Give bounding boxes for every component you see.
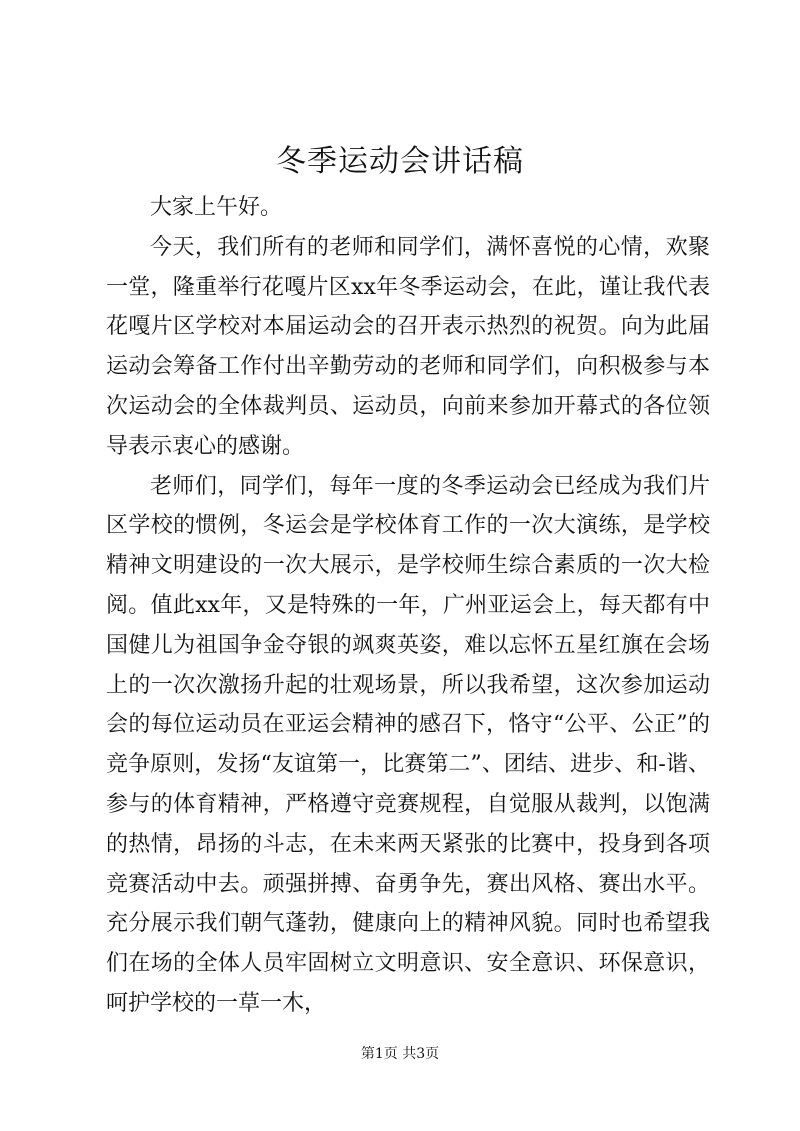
document-title: 冬季运动会讲话稿 [276, 144, 524, 179]
paragraph-greeting: 大家上午好。 [150, 195, 283, 220]
page-number-footer: 第1页 共3页 [360, 1046, 440, 1062]
document-body [106, 188, 710, 1024]
paragraph-main: 老师们，同学们，每年一度的冬季运动会已经成为我们片区学校的惯例，冬运会是学校体育工作的一次大演练，是学校精神文明建设的一次大展示，是学校师生综合素质的一次大检阅。值此xx年，又是特殊的一年，广州亚运会上，每天都有中国健儿为祖国争金夺银的飒爽英姿，难以忘怀五星红旗在会场上的一次次激扬升起的壮观场景，所以我希望，这次参加运动会的每位运动员在亚运会精神的感召下，恪守“公平、公正”的竞争原则，发扬“友谊第一，比赛第二”、团结、进步、和-谐、参与的体育精神，严格遵守竞赛规程，自觉服从裁判，以饱满的热情，昂扬的斗志，在未来两天紧张的比赛中，投身到各项竞赛活动中去。顽强拼搏、奋勇争先，赛出风格、赛出水平。充分展示我们朝气蓬勃，健康向上的精神风貌。同时也希望我们在场的全体人员牢固树立文明意识、安全意识、环保意识，呵护学校的一草一木， [106, 473, 710, 1016]
paragraph-opening: 今天，我们所有的老师和同学们，满怀喜悦的心情，欢聚一堂，隆重举行花嘎片区xx年冬季运动会，在此，谨让我代表花嘎片区学校对本届运动会的召开表示热烈的祝贺。向为此届运动会筹备工作付出辛勤劳动的老师和同学们，向积极参与本次运动会的全体裁判员、运动员，向前来参加开幕式的各位领导表示衷心的感谢。 [106, 234, 710, 459]
